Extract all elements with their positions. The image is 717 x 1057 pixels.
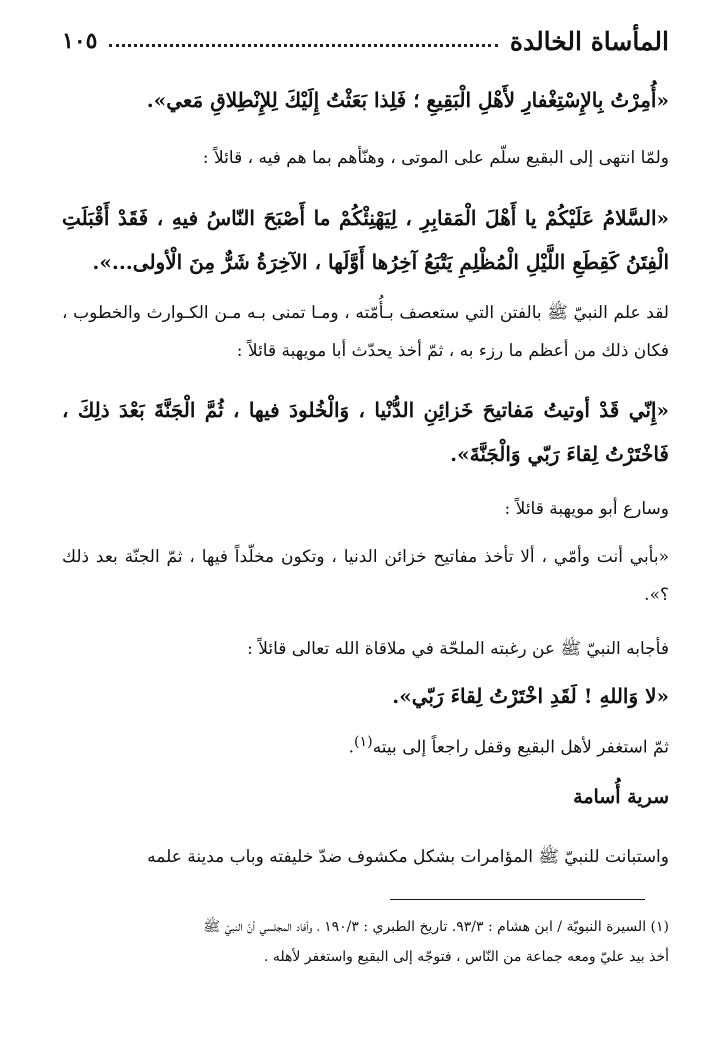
running-title: المأساة الخالدة [509, 26, 669, 56]
page-number: ١٠٥ [62, 28, 98, 54]
paragraph-5: فأجابه النبيّ ﷺ عن رغبته الملحّة في ملاقاة الله تعالى قائلاً : [247, 639, 669, 659]
paragraph-4: «بأبي أنت وأمّي ، ألا تأخذ مفاتيح خزائن الدنيا ، وتكون مخلّداً فيها ، ثمّ الجنّة بعد ذلك ؟». [62, 547, 669, 605]
paragraph-6 [62, 723, 669, 767]
page-header [62, 18, 669, 64]
footnote-reference: (١) [354, 734, 373, 750]
header-dot-leader [109, 44, 497, 47]
footnote-line-1: (١) السيرة النبويّة / ابن هشام : ٩٣/٣. تاريخ الطبري : ١٩٠/٣ ، وأفاد المجلسي أنّ النبيّ ﷺ [203, 919, 669, 935]
quote-4: «لا وَاللهِ ! لَقَدِ اخْتَرْتُ لِقاءَ رَبّي». [392, 684, 669, 708]
paragraph-6-end: . [348, 737, 355, 758]
quote-1: «أُمِرْتُ بِالإِسْتِغْفارِ لأَهْلِ الْبَقِيعِ ؛ فَلِذا بَعَثْتُ إِلَيْكَ لِلإِنْطِلاقِ مَعي». [146, 88, 669, 112]
paragraph-2: لقد علم النبيّ ﷺ بالفتن التي ستعصف بـأُمّته ، ومـا تمنى بـه مـن الكـوارث والخطوب ، فكان ذلك من أعظم ما رزء به ، ثمّ أخذ يحدّث أبا مويهبة قائلاً : [62, 303, 669, 361]
quote-3: «إِنّي قَدْ أوتيتُ مَفاتيحَ خَزائِنِ الدُّنْيا ، وَالْخُلودَ فيها ، ثُمَّ الْجَنَّةَ بَعْدَ ذلِكَ ، فَاخْتَرْتُ لِقاءَ رَبّي وَالْجَنَّةَ». [62, 398, 669, 466]
section-heading: سرية أُسامة [573, 786, 669, 808]
paragraph-1: ولمّا انتهى إلى البقيع سلّم على الموتى ، وهنّأهم بما هم فيه ، قائلاً : [202, 148, 669, 168]
footnote-separator [390, 899, 645, 900]
paragraph-6-text: ثمّ استغفر لأهل البقيع وقفل راجعاً إلى بيته [372, 737, 669, 758]
footnote-line-2: أخذ بيد عليّ ومعه جماعة من النّاس ، فتوجّه إلى البقيع واستغفر لأهله . [263, 949, 669, 965]
paragraph-7: واستبانت للنبيّ ﷺ المؤامرات بشكل مكشوف ضدّ خليفته وباب مدينة علمه [147, 847, 669, 867]
paragraph-3: وسارع أبو مويهبة قائلاً : [504, 499, 669, 519]
quote-2: «السَّلامُ عَلَيْكُمْ يا أَهْلَ الْمَقابِرِ ، لِيَهْنِئْكُمْ ما أَصْبَحَ النّاسُ فيهِ ، فَقَدْ أَقْبَلَتِ الْفِتَنُ كَقِطَعِ اللَّيْلِ الْمُظْلِمِ يَتْبَعُ آخِرُها أَوَّلَها ، الآخِرَةُ شَرٌّ مِنَ الْأولى...». [62, 206, 669, 274]
